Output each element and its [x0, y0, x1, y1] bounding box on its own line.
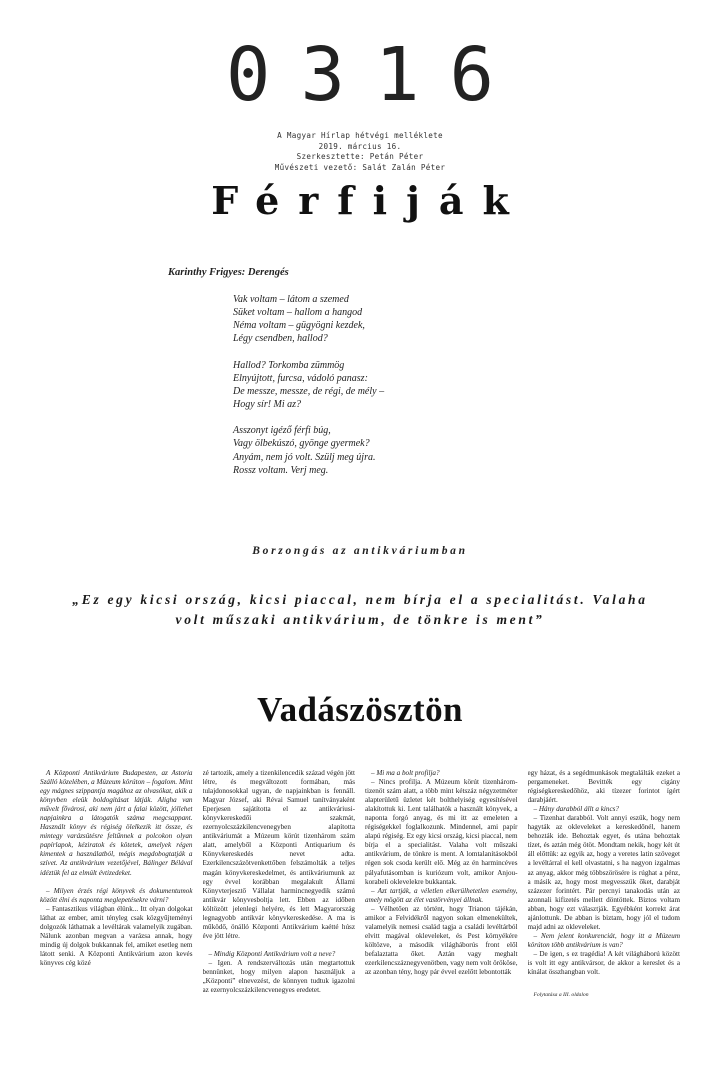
credit-line: Szerkesztette: Petán Péter	[296, 152, 424, 161]
interview-question: – Mindig Központi Antikvárium volt a neve?	[208, 949, 336, 958]
body-paragraph: – De igen, s ez tragédia! A két világháború között is volt itt egy antikvársor, de akkor a kereslet és a kínálat összhangban volt.	[527, 949, 680, 977]
interview-question: – Nem jelent konkurenciát, hogy itt a Múzeum körúton több antikvárium is van?	[527, 931, 680, 949]
poem-line: Süket voltam – hallom a hangod	[233, 307, 363, 319]
body-paragraph: – Vélhetően az történt, hogy Trianon tájékán, amikor a Felvidékről nagyon sokan elmenekültek, valamelyik nemesi család tagja a családi levéltárból elvitt magával okleveleket, és Pest környékére költözve, a második világháborús front elől befalaztatta őket. Aztán vagy meghalt ezerkilencszáznegyvenötben, vagy nem volt örököse, az azonban tény, hogy pár évvel ezelőtt lebontották	[365, 904, 518, 977]
body-paragraph: egy házat, és a segédmunkások megtalálták ezeket a pergameneket. Bevitték egy cigány régiségkereskedőhöz, aki tízezer forintot ígért darabjáért.	[527, 769, 680, 805]
credits-block	[0, 131, 720, 173]
interview-question: – Mi ma a bolt profilja?	[371, 769, 440, 777]
poem-line: Asszonyt igéző férfi búg,	[233, 425, 331, 437]
credit-line: Művészeti vezető: Salát Zalán Péter	[274, 162, 446, 172]
poem-line: Hogy sír! Mi az?	[233, 398, 302, 410]
body-paragraph: – Tizenhat darabból. Volt annyi eszük, hogy nem hagyták az okleveleket a kereskedőnél, hanem behozták ide. Behoztak egyet, és utána behoztak tízet, és aztán még ötöt. Mondtam nekik, hogy két út áll előttük: az egyik az, hogy a veretes latin szöveget a levéltárral el kell olvastatni, s ha nagyon izgalmas az anyag, akkor még többszörösére is rúghat a pénz, a másik az, hogy most megvesszük őket, darabját százezer forintért. Pár percnyi tanakodás után az azonnali kifizetés mellett döntöttek. Biztos voltam abban, hogy ezt választják. Egyébként korrekt árat ajánlottunk. De abban is biztam, hogy jól el tudom majd adni az okleveleket.	[527, 814, 680, 931]
text-column	[528, 769, 681, 1059]
text-column	[365, 769, 518, 1059]
poem-line: Hallod? Torkomba zümmög	[233, 359, 345, 371]
main-title: Férfiják	[211, 178, 528, 223]
body-paragraph: zé tartozik, amely a tizenkilencedik század végén jött létre, és megváltozott formában, más tulajdonosokkal ugyan, de napjainkban is fennáll. Magyar József, aki Révai Samuel tanítványaként Eperjesen sajátította el az antikváriusi-könyvkereskedői szakmát, ezernyolcszázkilencvenegyben alapította antikváriumát a Múzeum körút tizenhárom szám alatt, amelyből a Központi Antiquarium és Könyvkereskedés nevet adta. Ezerkilencszázötvenkettőben felszámolták a teljes magán könyvkereskedelmet, és antikváriumunk az egy évvel korábban megalakult Állami Könyvterjesztő Vállalat harmincnegyedik számú antikvár könyvesboltja lett. Ebben az időben költözött jelenlegi helyére, és lett Magyarország legnagyobb antikvár könyvkereskedése. A ma is működő, önálló Központi Antikvárium kaétté húsz éve jött létre.	[202, 769, 355, 940]
poem-heading: Karinthy Frigyes: Derengés	[168, 267, 289, 278]
body-paragraph: – Fantasztikus világban élünk... Itt olyan dolgokat láthat az ember, amit tényleg csak közgyűjteményi dolgozók láthatnak a levéltárak valamelyik zugában. Nálunk azonban megvan a varázsa annak, hogy mindig új dolgok bukkannak fel, amiket esetleg nem látott senki. A Központi Antikvárium azon kevés könyves cég közé	[40, 904, 193, 967]
poem-line: Néma voltam – gügyögni kezdek,	[233, 320, 365, 332]
poem-stanza	[233, 293, 384, 345]
poem-stanza	[233, 424, 384, 476]
body-paragraph: – Igen. A rendszerváltozás után megtartottuk bennünket, hogy milyen alapon használjuk a „Központi” elnevezést, de könnyen tudtuk igazolni az ezernyolcszázkilencvenegyes eredetet.	[202, 958, 355, 995]
interview-question: – Milyen érzés régi könyvek és dokumentumok között élni és naponta meglepetésekre várni?	[40, 886, 193, 904]
poem-line: Vak voltam – látom a szemed	[233, 294, 349, 305]
poem	[233, 293, 384, 490]
body-paragraph: – Nincs profilja. A Múzeum körút tizenhárom-tizenöt szám alatt, a több mint kétszáz négyzetméter alapterületű üzletet két bolthelyiség egyesítésével alakítottuk ki. Lent találhatók a használt könyvek, a naponta forgó anyag, és mi itt az emeleten a régiségekkel foglalkozunk. Mindennel, ami papír alapú régiség. Ez egy kicsi ország, kicsi piaccal, nem bírja el a specialitást. Valaha volt műszaki antikvárium, de tönkre is ment. A lomtalanításokból régen sok csoda került elő. Még az én harmincéves pályafutásomban is kuriózum volt, amikor Anjou-korabeli oklevelekre bukkantak.	[365, 778, 518, 886]
article-subheading: Borzongás az antikváriumban	[252, 545, 468, 557]
poem-line: Rossz voltam. Verj meg.	[233, 464, 329, 476]
continuation-note: Folytatása a III. oldalon	[533, 992, 589, 999]
poem-line: De messze, messze, de régi, de mély –	[233, 385, 385, 397]
article-body	[40, 769, 680, 1059]
credit-line: A Magyar Hírlap hétvégi melléklete	[277, 131, 443, 140]
credit-line: 2019. március 16.	[318, 141, 402, 151]
text-column	[203, 769, 356, 1059]
interview-question: A Központi Antikvárium Budapesten, az Astoria Szálló közelében, a Múzeum körúton – fogalom. Mint egy mágnes szippantja magához az olvasókat, akik a könyvben eleük boldogításat látják. Aligha van művelt fővárosi, aki nem járt a falai között, jóllehet napjainkra a látogatók száma megcsappant. Használt könyv és régiség ölelkezik itt össze, és mintegy varázsütésre feltűnnek a polcokon olyan papírlapok, kéziratok és kötetek, amelyek régen kimentek a használatból, mégis megdobogtatják a szívet. Az antikvárium vezetőjével, Bálinger Bélával idéztük fel az elmúlt évtizedeket.	[40, 769, 193, 877]
poem-line: Vagy ölbekúszó, gyönge gyermek?	[233, 438, 370, 450]
interview-question: – Azt tartják, a véletlen elkerülhetetlen esemény, amely mögött az élet vastörvényei állnak.	[365, 886, 518, 904]
poem-stanza	[233, 359, 384, 411]
article-title: Vadászösztön	[257, 690, 463, 729]
poem-line: Légy csendben, hallod?	[233, 333, 328, 345]
issue-number: 0316	[225, 32, 525, 118]
interview-question: – Hány darabból állt a kincs?	[533, 805, 619, 814]
text-column	[40, 769, 193, 1059]
poem-line: Anyám, nem jó volt. Szülj meg újra.	[233, 451, 376, 463]
poem-line: Elnyújtott, furcsa, vádoló panasz:	[233, 372, 368, 384]
pull-quote: „Ez egy kicsi ország, kicsi piaccal, nem bírja el a specialitást. Valaha volt műszaki antikvárium, de tönkre is ment”	[72, 592, 648, 627]
